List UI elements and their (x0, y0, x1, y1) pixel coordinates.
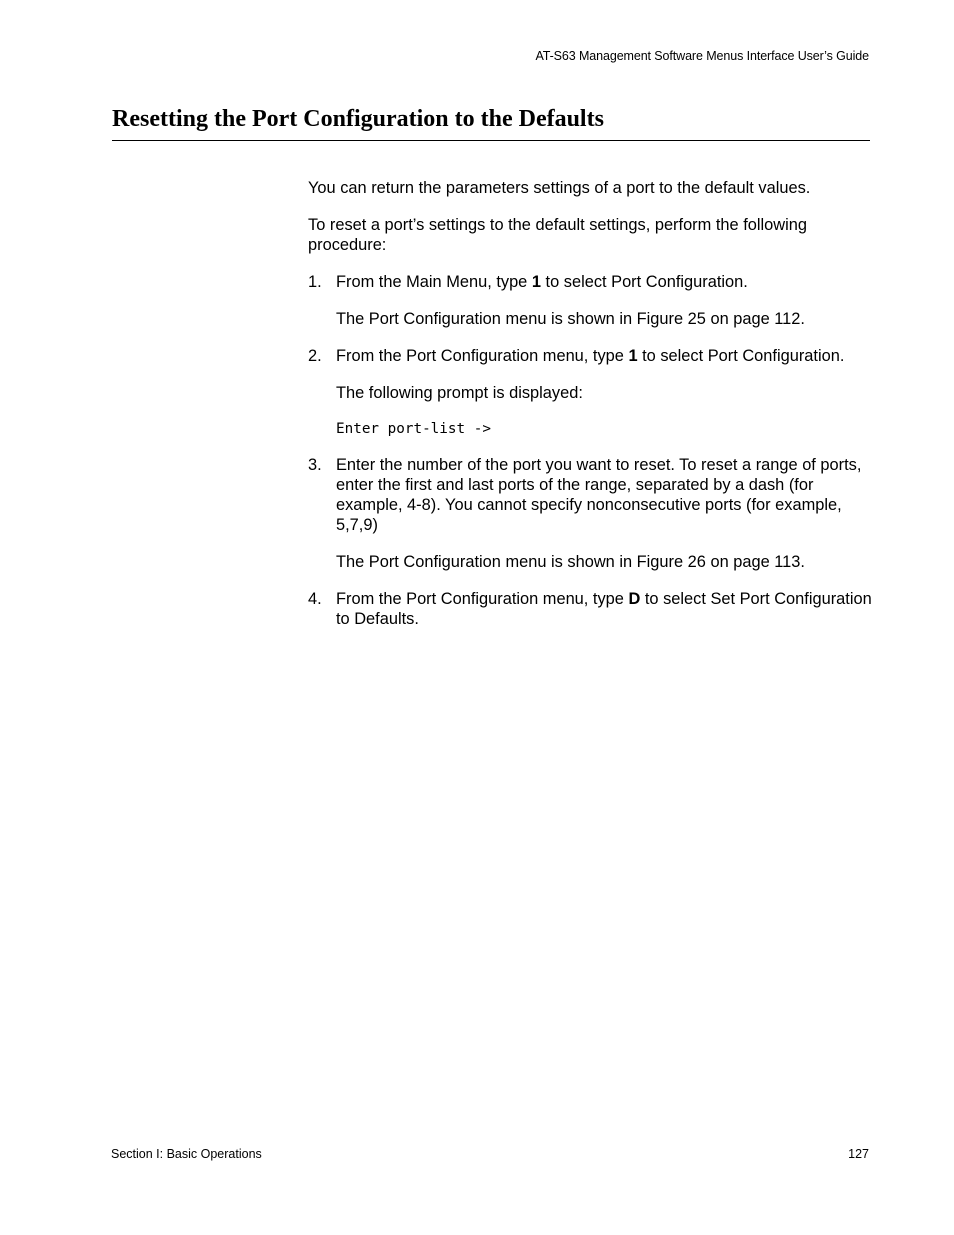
prompt-code: Enter port-list -> (336, 421, 491, 437)
step-3-note: The Port Configuration menu is shown in Figure 26 on page 113. (336, 553, 805, 571)
step-number: 3. (308, 456, 322, 474)
step-number: 1. (308, 273, 322, 291)
step-text: Enter the number of the port you want to reset. To reset a range of ports, enter the first and last ports of the range, separated by a dash (for example, 4-8). You cannot specify nonconsecutive ports (for example, 5,7,9) (336, 456, 862, 534)
intro-paragraph-2: To reset a port’s settings to the default settings, perform the following procedure: (308, 216, 807, 254)
step-3 (308, 455, 873, 535)
step-4 (308, 589, 873, 629)
step-text: From the Port Configuration menu, type (336, 347, 629, 365)
step-key: 1 (531, 273, 541, 291)
step-key: 1 (628, 347, 638, 365)
step-1 (308, 272, 873, 292)
step-2-note: The following prompt is displayed: (336, 384, 583, 402)
running-header: AT-S63 Management Software Menus Interface User’s Guide (535, 49, 869, 63)
step-text: From the Main Menu, type (336, 273, 532, 291)
step-2 (308, 346, 873, 366)
step-number: 4. (308, 590, 322, 608)
step-text: to select Port Configuration. (540, 273, 748, 291)
body-content (308, 178, 873, 646)
title-rule (112, 140, 870, 141)
step-number: 2. (308, 347, 322, 365)
step-text: to select Set Port Configuration to Defaults. (336, 590, 872, 628)
footer-page-number: 127 (848, 1147, 869, 1161)
footer-section-label: Section I: Basic Operations (111, 1147, 262, 1161)
step-1-note: The Port Configuration menu is shown in Figure 25 on page 112. (336, 310, 805, 328)
intro-paragraph-1: You can return the parameters settings of a port to the default values. (308, 179, 811, 197)
step-text: From the Port Configuration menu, type (336, 590, 629, 608)
step-text: to select Port Configuration. (637, 347, 845, 365)
section-title: Resetting the Port Configuration to the Defaults (112, 106, 604, 132)
step-key: D (628, 590, 641, 608)
